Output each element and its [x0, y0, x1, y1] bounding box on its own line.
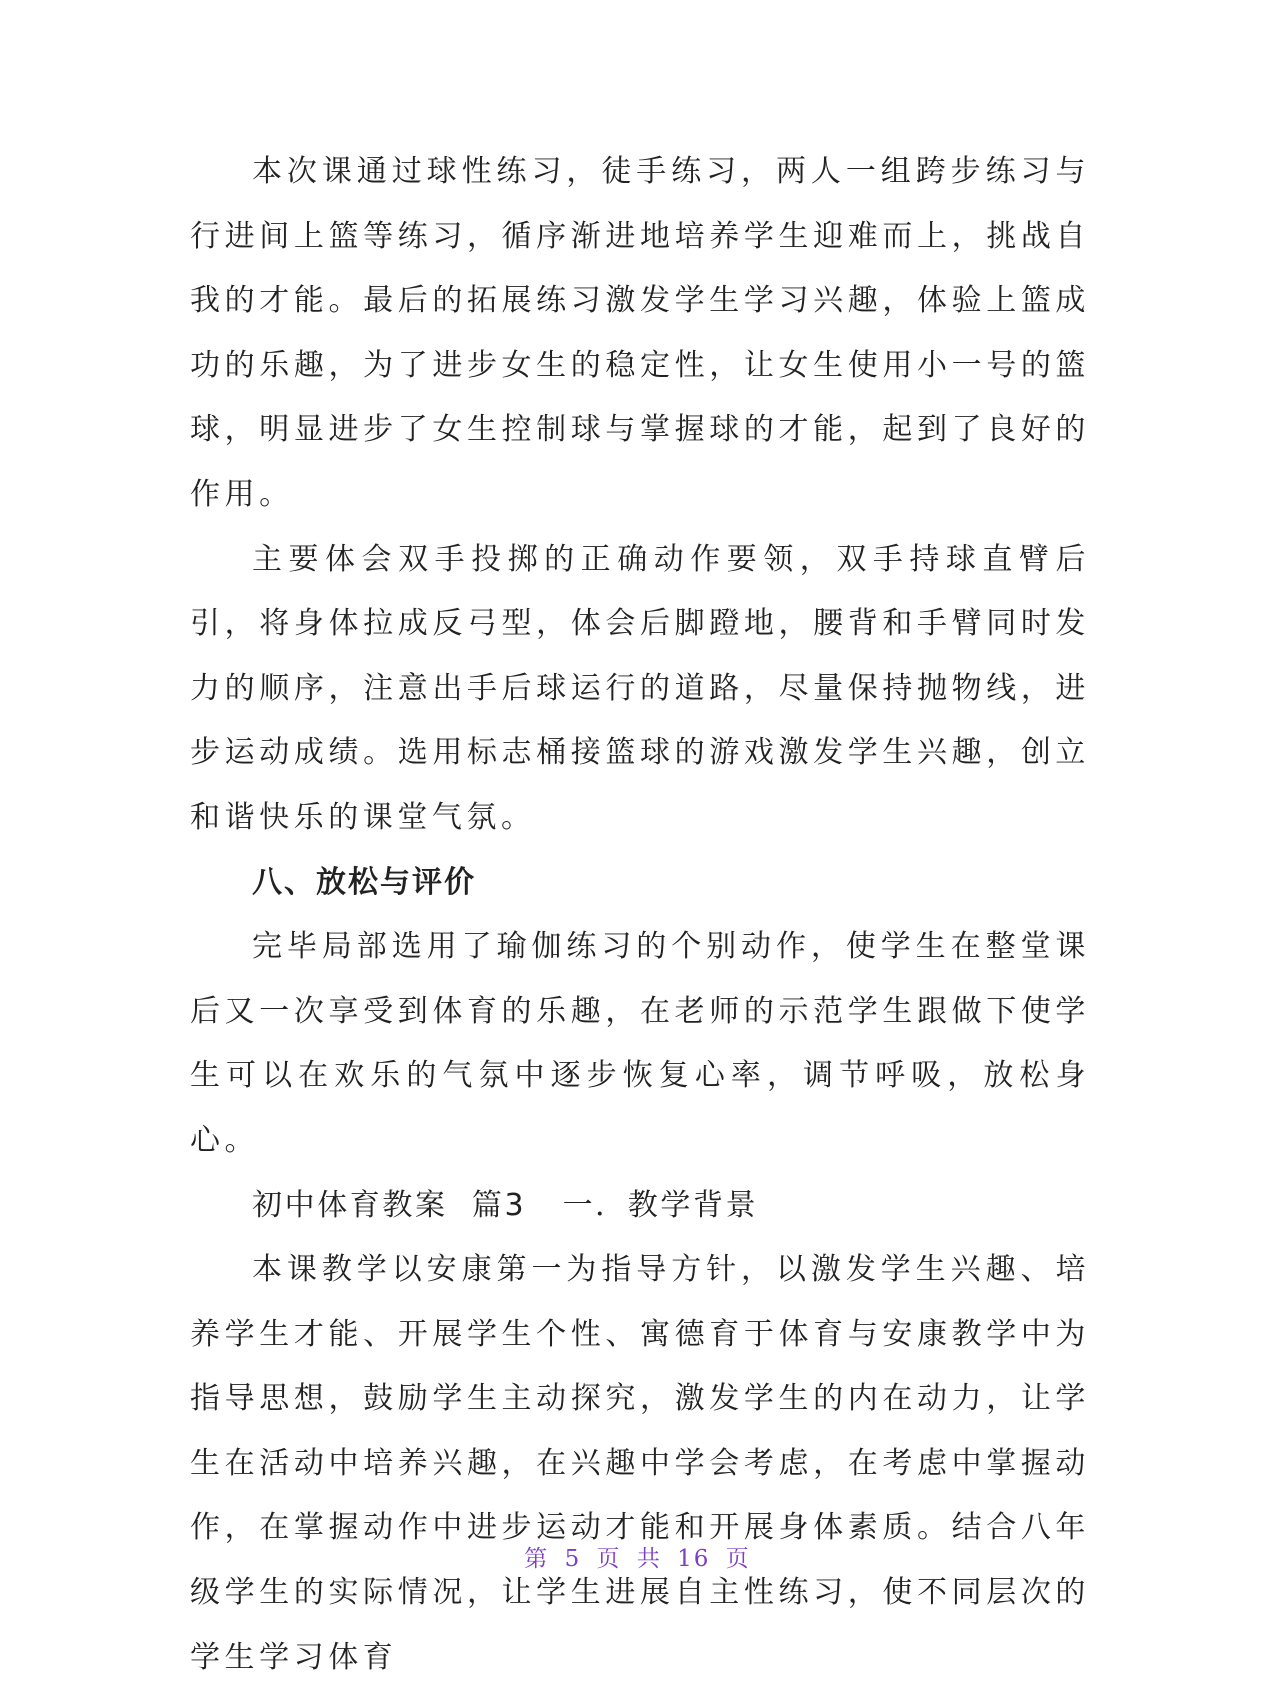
document-body: [190, 140, 1090, 1690]
paragraph-yoga-cooldown: 完毕局部选用了瑜伽练习的个别动作，使学生在整堂课后又一次享受到体育的乐趣，在老师的示范学生跟做下使学生可以在欢乐的气氛中逐步恢复心率，调节呼吸，放松身心。: [190, 929, 1090, 1158]
paragraph-throwing-technique: 主要体会双手投掷的正确动作要领，双手持球直臂后引，将身体拉成反弓型，体会后脚蹬地，腰背和手臂同时发力的顺序，注意出手后球运行的道路，尽量保持抛物线，进步运动成绩。选用标志桶接篮球的游戏激发学生兴趣，创立和谐快乐的课堂气氛。: [190, 541, 1090, 835]
page-number-footer: 第 5 页 共 16 页: [524, 1546, 751, 1572]
paragraph-teaching-background: 本课教学以安康第一为指导方针，以激发学生兴趣、培养学生才能、开展学生个性、寓德育于体育与安康教学中为指导思想，鼓励学生主动探究，激发学生的内在动力，让学生在活动中培养兴趣，在兴趣中学会考虑，在考虑中掌握动作，在掌握动作中进步运动才能和开展身体素质。结合八年级学生的实际情况，让学生进展自主性练习，使不同层次的学生学习体育: [190, 1252, 1090, 1675]
section-heading-relax-evaluate: 八、放松与评价: [252, 864, 476, 900]
lesson-plan-subheading: 初中体育教案 篇3 一．教学背景: [252, 1187, 759, 1223]
paragraph-basketball-practice: 本次课通过球性练习，徒手练习，两人一组跨步练习与行进间上篮等练习，循序渐进地培养学生迎难而上，挑战自我的才能。最后的拓展练习激发学生学习兴趣，体验上篮成功的乐趣，为了进步女生的稳定性，让女生使用小一号的篮球，明显进步了女生控制球与掌握球的才能，起到了良好的作用。: [190, 154, 1090, 512]
